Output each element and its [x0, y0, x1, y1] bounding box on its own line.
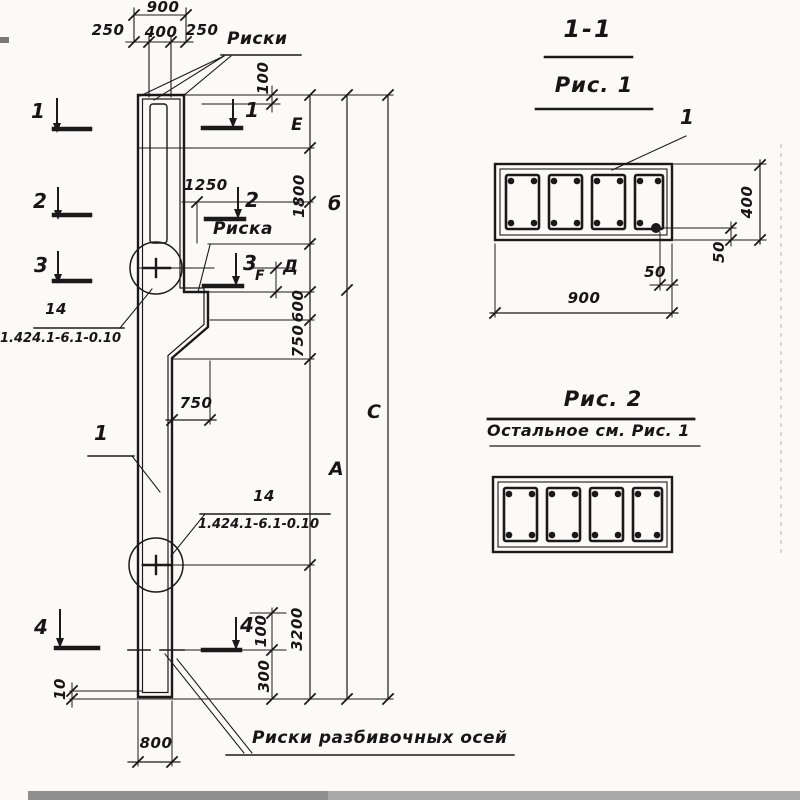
dim-300: 300 — [255, 659, 273, 693]
section-mark-2-left: 2 — [33, 189, 48, 213]
dim-750-horizontal: 750 — [179, 394, 213, 412]
section-mark-4-left: 4 — [34, 615, 49, 639]
letter-dim-b: б — [328, 193, 342, 215]
dim-100-top: 100 — [254, 61, 272, 95]
dim-250-right: 250 — [185, 21, 219, 39]
dim-1800: 1800 — [290, 174, 308, 218]
dim-fig1-400: 400 — [738, 185, 756, 219]
section-mark-3-left: 3 — [34, 253, 49, 277]
letter-dim-f: F — [255, 268, 266, 284]
rebar-dots — [508, 178, 662, 233]
dim-750-vertical: 750 — [289, 324, 307, 358]
dim-900-top: 900 — [146, 0, 180, 16]
label-item14-lower: 14 — [253, 487, 275, 505]
dim-10: 10 — [51, 678, 69, 700]
section-mark-1-left: 1 — [31, 99, 46, 123]
dimension-lines — [70, 86, 393, 766]
label-riska: Риска — [213, 219, 273, 239]
dim-fig1-50-bottom: 50 — [644, 263, 666, 281]
title-fig1: Рис. 1 — [554, 73, 634, 97]
dim-3200: 3200 — [288, 607, 306, 651]
label-riski-axes: Риски разбивочных осей — [252, 728, 508, 748]
section-mark-4-right: 4 — [240, 613, 255, 637]
section-figure-2 — [493, 477, 672, 552]
letter-dim-d: Д — [283, 257, 299, 277]
label-item1-elevation: 1 — [94, 421, 109, 445]
dim-400-top: 400 — [144, 23, 178, 41]
letter-dim-a: А — [329, 458, 345, 480]
dim-fig1-900: 900 — [567, 289, 601, 307]
section-mark-1-right: 1 — [245, 98, 260, 122]
title-fig2: Рис. 2 — [563, 387, 643, 411]
label-item14-upper: 14 — [45, 300, 67, 318]
section-arrowheads — [53, 118, 242, 650]
section-mark-3-right: 3 — [243, 251, 258, 275]
dim-1250: 1250 — [184, 176, 228, 194]
label-series-code-upper: 1.424.1-6.1-0.10 — [0, 331, 121, 346]
title-section-1-1: 1-1 — [563, 15, 613, 43]
dim-fig1-50-right: 50 — [710, 241, 728, 263]
section-mark-2-right: 2 — [245, 188, 260, 212]
label-fig2-note: Остальное см. Рис. 1 — [487, 421, 690, 440]
dim-250-left: 250 — [91, 21, 125, 39]
dim-100-bottom: 100 — [252, 614, 270, 648]
label-series-code-lower: 1.424.1-6.1-0.10 — [198, 517, 319, 532]
label-riski-top: Риски — [227, 29, 288, 49]
letter-dim-c: С — [367, 401, 382, 423]
label-item1-fig1: 1 — [680, 105, 695, 129]
letter-dim-e: E — [291, 115, 304, 135]
section-figure-1 — [490, 136, 766, 317]
rebar-dots — [506, 491, 661, 539]
dim-600: 600 — [289, 289, 307, 323]
dim-800: 800 — [139, 734, 173, 752]
